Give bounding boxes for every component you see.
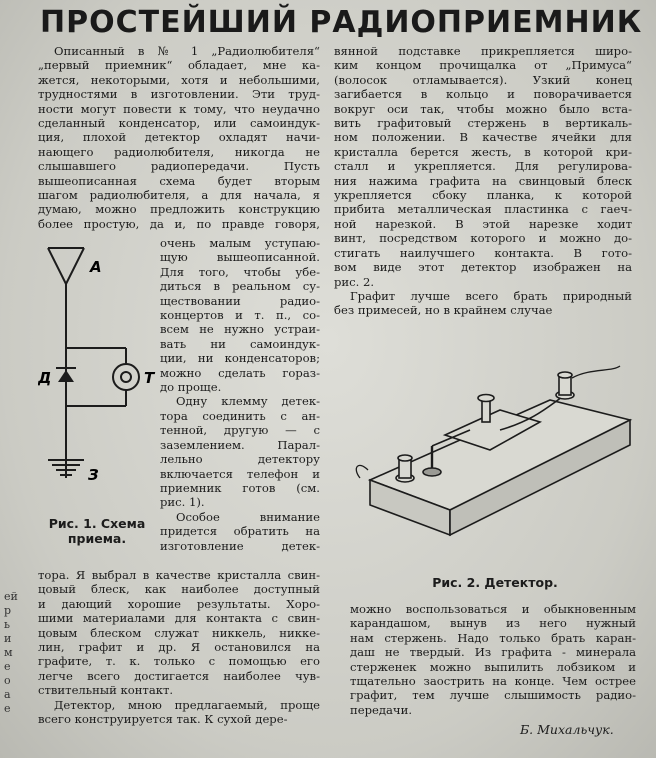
text-line: шагом радиолюбителя, а для начала, я — [38, 188, 320, 203]
text-line: ким концом прочищалка от „Примуса“ — [334, 58, 632, 73]
text-line: лин, графит и др. Я остановился на — [38, 640, 320, 655]
text-line: даш не твердый. Из графита - минерала — [350, 645, 636, 660]
text-line: концертов и т. п., со- — [160, 308, 320, 323]
label-ground: З — [88, 466, 99, 484]
text-line: вом виде этот детектор изображен на — [334, 260, 632, 275]
text-line: без примесей, но в крайнем случае — [334, 303, 553, 318]
text-line: легче всего достигается наиболее чув- — [38, 668, 320, 683]
text-line: ществовании радио- — [160, 293, 320, 308]
text-line: и дающий хорошие результаты. Хоро- — [38, 596, 320, 611]
text-line: щую вышеописанной. — [160, 250, 320, 265]
text-line: Для того, чтобы убе- — [160, 264, 320, 279]
text-line: всего конструируется так. К сухой дере- — [38, 712, 288, 727]
text-line: шими материалами для контакта с свин- — [38, 611, 320, 626]
text-line: рис. 1). — [160, 495, 205, 510]
text-line: вышеописанная схема будет вторым — [38, 173, 320, 188]
text-line: Одну клемму детек- — [176, 394, 320, 409]
text-line: до проще. — [160, 380, 222, 395]
text-line: нам стержень. Надо только брать каран- — [350, 630, 636, 645]
text-line: вить графитовый стержень в вертикаль- — [334, 116, 632, 131]
text-line: Описанный в № 1 „Радиолюбителя“ — [54, 44, 320, 58]
text-line: тенной, другую — с — [160, 423, 320, 438]
text-line: цовый блеск, как наиболее доступный — [38, 582, 320, 597]
left-column-bottom — [38, 568, 320, 726]
text-line: вянной подставке прикрепляется широ- — [334, 44, 632, 58]
text-line: слышавшего радиопередачи. Пусть — [38, 159, 320, 174]
text-line: ном положении. В качестве ячейки для — [334, 130, 632, 145]
text-line: рис. 2. — [334, 274, 375, 289]
text-line: Детектор, мною предлагаемый, проще — [54, 697, 320, 712]
text-line: ции, ни конденсаторов; — [160, 351, 320, 366]
text-line: передачи. — [350, 702, 412, 717]
text-line: жется, некоторыми, хотя и небольшими, — [38, 72, 320, 87]
text-line: сталл и укрепляется. Для регулирова- — [334, 159, 632, 174]
text-line: цовым блеском служат никкель, никке- — [38, 625, 320, 640]
text-line: ствительный контакт. — [38, 683, 174, 698]
text-line: очень малым уступаю- — [160, 236, 320, 250]
margin-fragment: ей р ь и м е о а е — [4, 590, 18, 715]
text-line: вокруг оси так, чтобы можно было вста- — [334, 101, 632, 116]
text-line: ности могут повести к тому, что неудачно — [38, 101, 320, 116]
label-phone: Т — [144, 369, 155, 387]
text-line: изготовление детек- — [160, 538, 320, 553]
text-line: можно сделать гораз- — [160, 365, 320, 380]
text-line: кристалла берется жесть, в которой кри- — [334, 144, 632, 159]
right-column-bottom — [350, 602, 636, 717]
label-antenna: А — [90, 258, 102, 276]
author-signature: Б. Михальчук. — [520, 722, 614, 737]
text-line: думаю, можно предложить конструкцию — [38, 202, 320, 217]
text-line: „первый приемник“ обладает, мне ка- — [38, 58, 320, 73]
right-column-top — [334, 44, 632, 318]
detector-illustration — [350, 360, 640, 570]
text-line: всем не нужно устраи- — [160, 322, 320, 337]
text-line: тщательно заострить на конце. Чем острее — [350, 674, 636, 689]
text-line: прибита металлическая пластинка с гаеч- — [334, 202, 632, 217]
text-line: придется обратить на — [160, 524, 320, 539]
text-line: лельно детектору — [160, 452, 320, 467]
text-line: винт, посредством которого и можно до- — [334, 231, 632, 246]
text-line: сделанный конденсатор, или самоиндук- — [38, 116, 320, 131]
text-line: нающего радиолюбителя, никогда не — [38, 144, 320, 159]
text-line: приемник готов (см. — [160, 480, 320, 495]
left-column-mid — [160, 236, 320, 553]
circuit-diagram — [38, 238, 158, 498]
text-line: ной нарезкой. В этой нарезке ходит — [334, 216, 632, 231]
text-line: тора. Я выбрал в качестве кристалла свин- — [38, 568, 320, 582]
text-line: ция, плохой детектор охладят начи- — [38, 130, 320, 145]
text-line: диться в реальном су- — [160, 279, 320, 294]
text-line: (волосок отламывается). Узкий конец — [334, 72, 632, 87]
text-line: карандашом, вынув из него нужный — [350, 616, 636, 631]
figure-1-caption: Рис. 1. Схема приема. — [48, 516, 146, 546]
text-line: трудностями в изготовлении. Эти труд- — [38, 87, 320, 102]
left-column-top — [38, 44, 320, 231]
text-line: стерженек можно выпилить лобзиком и — [350, 659, 636, 674]
text-line: Особое внимание — [176, 509, 320, 524]
text-line: можно воспользоваться и обыкновенным — [350, 602, 636, 616]
text-line: загибается в кольцо и поворачивается — [334, 87, 632, 102]
text-line: вать ни самоиндук- — [160, 336, 320, 351]
text-line: включается телефон и — [160, 466, 320, 481]
article-title: ПРОСТЕЙШИЙ РАДИОПРИЕМНИК — [40, 5, 643, 40]
figure-2-caption: Рис. 2. Детектор. — [432, 575, 558, 590]
text-line: заземлением. Парал- — [160, 437, 320, 452]
text-line: ния нажима графита на свинцовый блеск — [334, 173, 632, 188]
text-line: стигать наилучшего контакта. В гото- — [334, 245, 632, 260]
label-detector: Д — [38, 369, 52, 387]
text-line: укрепляется сбоку планка, к которой — [334, 188, 632, 203]
text-line: Графит лучше всего брать природный — [350, 288, 632, 303]
text-line: графите, т. к. только с помощью его — [38, 654, 320, 669]
text-line: тора соединить с ан- — [160, 408, 320, 423]
text-line: более простую, да и, по правде говоря, — [38, 216, 320, 231]
text-line: графит, тем лучше слышимость радио- — [350, 688, 636, 703]
